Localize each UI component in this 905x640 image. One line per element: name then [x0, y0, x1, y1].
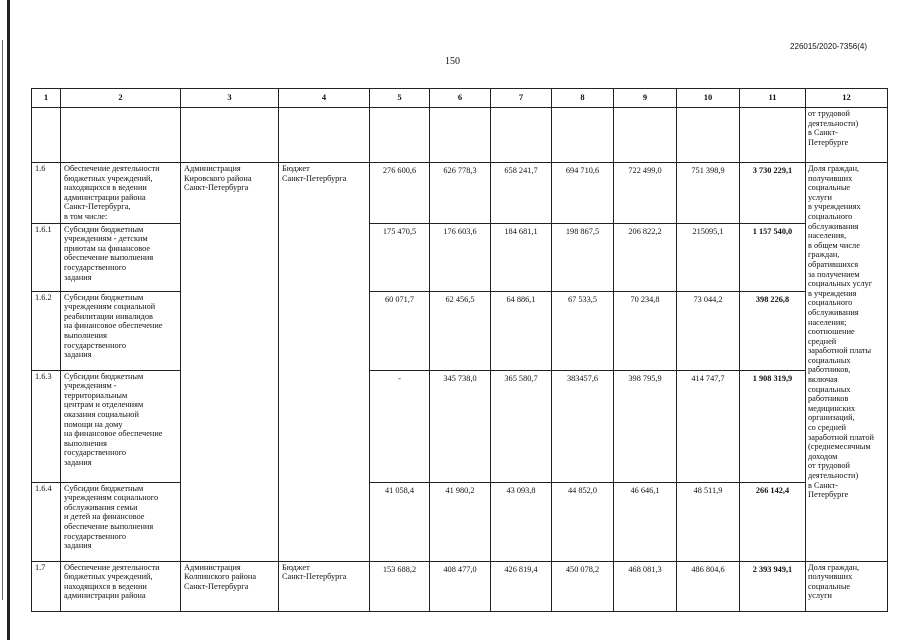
row-number: 1.6.2 [32, 291, 61, 370]
row-executor: Администрация Кировского района Санкт-Петербурга [181, 163, 279, 562]
row-name: Обеспечение деятельности бюджетных учреждений, находящихся в ведении администрации района Санкт-Петербурга, в том числе: [61, 163, 181, 224]
col-header: 11 [740, 89, 806, 108]
indicator-continuation: от трудовой деятельности) в Санкт- Петербурге [806, 108, 888, 163]
value-cell: 67 533,5 [552, 291, 614, 370]
value-cell: 383457,6 [552, 370, 614, 482]
continuation-row [32, 108, 888, 163]
table-row [32, 482, 888, 561]
value-cell: 658 241,7 [491, 163, 552, 224]
col-header: 6 [430, 89, 491, 108]
row-number: 1.6.4 [32, 482, 61, 561]
budget-table [31, 88, 888, 612]
value-cell: 48 511,9 [677, 482, 740, 561]
row-name: Обеспечение деятельности бюджетных учреждений, находящихся в ведении администрации района [61, 561, 181, 611]
row-number: 1.6.1 [32, 223, 61, 291]
row-name: Субсидии бюджетным учреждениям - территориальным центрам и отделениям оказания социальной помощи на дому на финансовое обеспечение выполнения государственного задания [61, 370, 181, 482]
value-cell: 62 456,5 [430, 291, 491, 370]
value-cell: 44 852,0 [552, 482, 614, 561]
value-cell: 486 804,6 [677, 561, 740, 611]
indicator-cell: Доля граждан, получивших социальные услуги [806, 561, 888, 611]
row-name: Субсидии бюджетным учреждениям - детским приютам на финансовое обеспечение выполнения государственного задания [61, 223, 181, 291]
col-header: 3 [181, 89, 279, 108]
value-cell: 345 738,0 [430, 370, 491, 482]
header-row [32, 89, 888, 108]
row-source: Бюджет Санкт-Петербурга [279, 561, 370, 611]
value-cell: 184 681,1 [491, 223, 552, 291]
value-cell: 276 600,6 [370, 163, 430, 224]
value-cell: 70 234,8 [614, 291, 677, 370]
document-number: 226015/2020-7356(4) [790, 42, 867, 51]
row-number: 1.6.3 [32, 370, 61, 482]
value-cell: 198 867,5 [552, 223, 614, 291]
row-number: 1.6 [32, 163, 61, 224]
row-executor: Администрация Колпинского района Санкт-Петербурга [181, 561, 279, 611]
value-cell: 43 093,8 [491, 482, 552, 561]
total-cell: 1 908 319,9 [740, 370, 806, 482]
col-header: 2 [61, 89, 181, 108]
row-name: Субсидии бюджетным учреждениям социальной реабилитации инвалидов на финансовое обеспечение выполнения государственного задания [61, 291, 181, 370]
row-name: Субсидии бюджетным учреждениям социального обслуживания семьи и детей на финансовое обеспечение выполнения государственного задания [61, 482, 181, 561]
total-cell: 3 730 229,1 [740, 163, 806, 224]
page-number: 150 [445, 56, 460, 67]
value-cell: 468 081,3 [614, 561, 677, 611]
value-cell: 626 778,3 [430, 163, 491, 224]
value-cell: 64 886,1 [491, 291, 552, 370]
total-cell: 1 157 540,0 [740, 223, 806, 291]
value-cell: 694 710,6 [552, 163, 614, 224]
value-cell: 46 646,1 [614, 482, 677, 561]
col-header: 12 [806, 89, 888, 108]
value-cell: 175 470,5 [370, 223, 430, 291]
value-cell: 751 398,9 [677, 163, 740, 224]
scan-left-line [2, 40, 3, 600]
value-cell: 365 580,7 [491, 370, 552, 482]
col-header: 8 [552, 89, 614, 108]
total-cell: 2 393 949,1 [740, 561, 806, 611]
col-header: 5 [370, 89, 430, 108]
col-header: 1 [32, 89, 61, 108]
value-cell: - [370, 370, 430, 482]
total-cell: 266 142,4 [740, 482, 806, 561]
value-cell: 41 058,4 [370, 482, 430, 561]
value-cell: 408 477,0 [430, 561, 491, 611]
value-cell: 215095,1 [677, 223, 740, 291]
value-cell: 450 078,2 [552, 561, 614, 611]
col-header: 10 [677, 89, 740, 108]
table-row [32, 370, 888, 482]
col-header: 7 [491, 89, 552, 108]
value-cell: 153 688,2 [370, 561, 430, 611]
total-cell: 398 226,8 [740, 291, 806, 370]
table-row [32, 561, 888, 611]
col-header: 4 [279, 89, 370, 108]
table-row [32, 163, 888, 224]
value-cell: 722 499,0 [614, 163, 677, 224]
indicator-cell: Доля граждан, получивших социальные услуги в учреждениях социального обслуживания населения, в общем числе граждан, обратившихся за получением социальных услуг в учреждения социального обслуживания населения; соотношение средней заработной платы социальных работников, включая социальных работников медицинских организаций, со средней заработной платой (среднемесячным доходом от трудовой деятельности) в Санкт- Петербурге [806, 163, 888, 562]
row-number: 1.7 [32, 561, 61, 611]
value-cell: 426 819,4 [491, 561, 552, 611]
scan-left-edge [7, 0, 10, 640]
value-cell: 398 795,9 [614, 370, 677, 482]
value-cell: 60 071,7 [370, 291, 430, 370]
value-cell: 73 044,2 [677, 291, 740, 370]
col-header: 9 [614, 89, 677, 108]
value-cell: 41 980,2 [430, 482, 491, 561]
table-row [32, 291, 888, 370]
table-row [32, 223, 888, 291]
row-source: Бюджет Санкт-Петербурга [279, 163, 370, 562]
value-cell: 176 603,6 [430, 223, 491, 291]
value-cell: 206 822,2 [614, 223, 677, 291]
value-cell: 414 747,7 [677, 370, 740, 482]
